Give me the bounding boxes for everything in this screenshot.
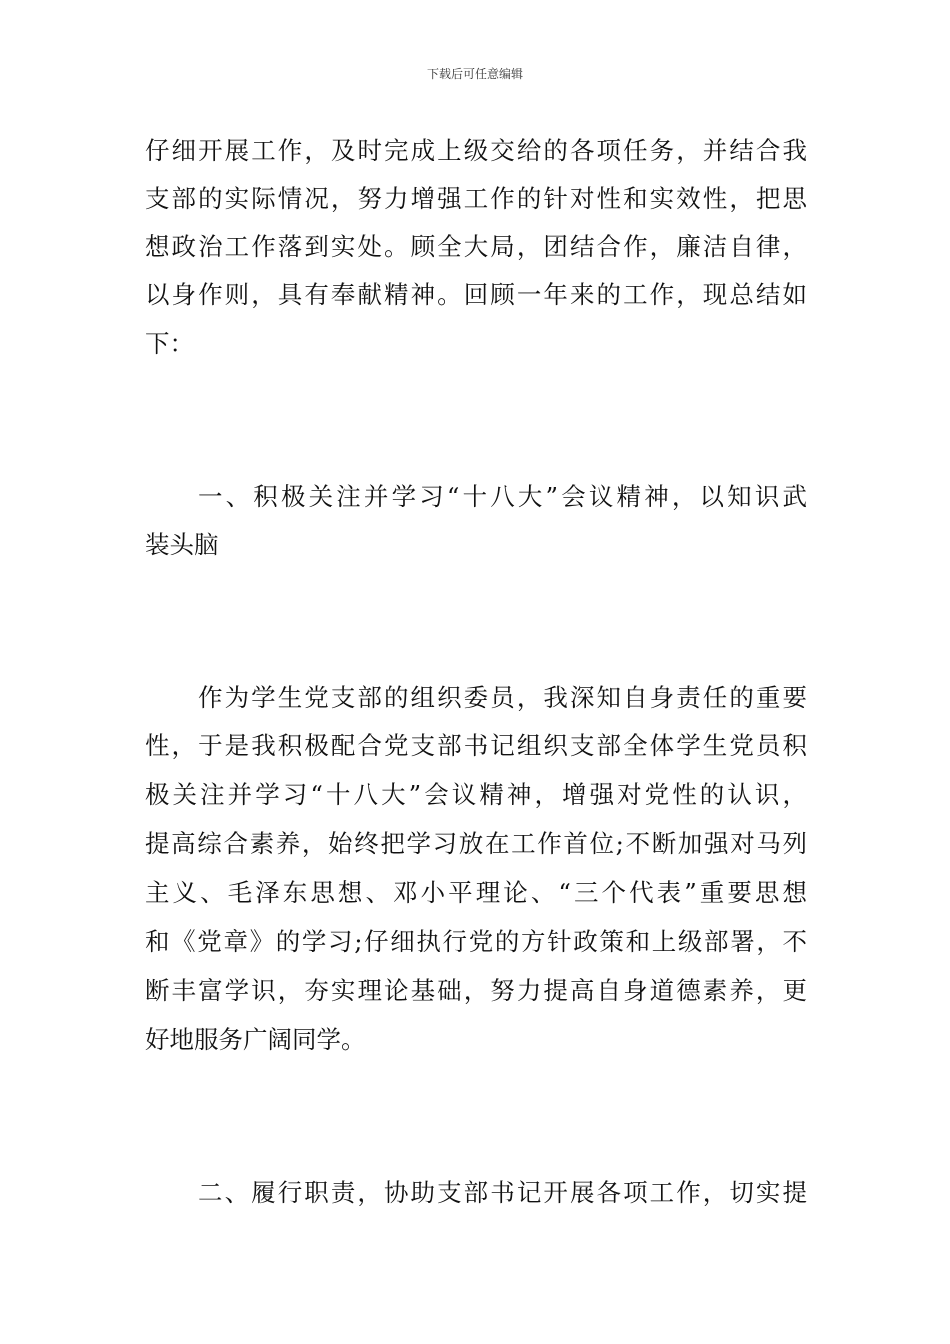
paragraph-2-line-3: 极关注并学习“十八大”会议精神，增强对党性的认识， <box>145 780 807 809</box>
section-heading-1-line-1: 一、积极关注并学习“十八大”会议精神，以知识武 <box>198 482 807 511</box>
paragraph-1-line-4: 以身作则，具有奉献精神。回顾一年来的工作，现总结如 <box>145 280 807 309</box>
paragraph-2-line-4: 提高综合素养，始终把学习放在工作首位;不断加强对马列 <box>145 829 807 858</box>
paragraph-2-line-8: 好地服务广阔同学。 <box>145 1025 366 1054</box>
section-heading-2-line-1: 二、履行职责，协助支部书记开展各项工作，切实提 <box>198 1178 807 1207</box>
paragraph-2-line-5: 主义、毛泽东思想、邓小平理论、“三个代表”重要思想 <box>145 878 807 907</box>
section-heading-1-line-2: 装头脑 <box>145 530 219 559</box>
paragraph-1-line-3: 想政治工作落到实处。顾全大局，团结合作，廉洁自律， <box>145 232 807 261</box>
paragraph-1-line-1: 仔细开展工作，及时完成上级交给的各项任务，并结合我 <box>145 136 807 165</box>
page-header-note: 下载后可任意编辑 <box>426 67 523 81</box>
paragraph-2-line-1: 作为学生党支部的组织委员，我深知自身责任的重要 <box>198 683 807 712</box>
paragraph-1-line-5: 下： <box>145 329 194 358</box>
paragraph-2-line-7: 断丰富学识，夯实理论基础，努力提高自身道德素养，更 <box>145 976 807 1005</box>
paragraph-2-line-6: 和《党章》的学习;仔细执行党的方针政策和上级部署，不 <box>145 927 807 956</box>
paragraph-1-line-2: 支部的实际情况，努力增强工作的针对性和实效性，把思 <box>145 184 807 213</box>
paragraph-2-line-2: 性，于是我积极配合党支部书记组织支部全体学生党员积 <box>145 731 807 760</box>
